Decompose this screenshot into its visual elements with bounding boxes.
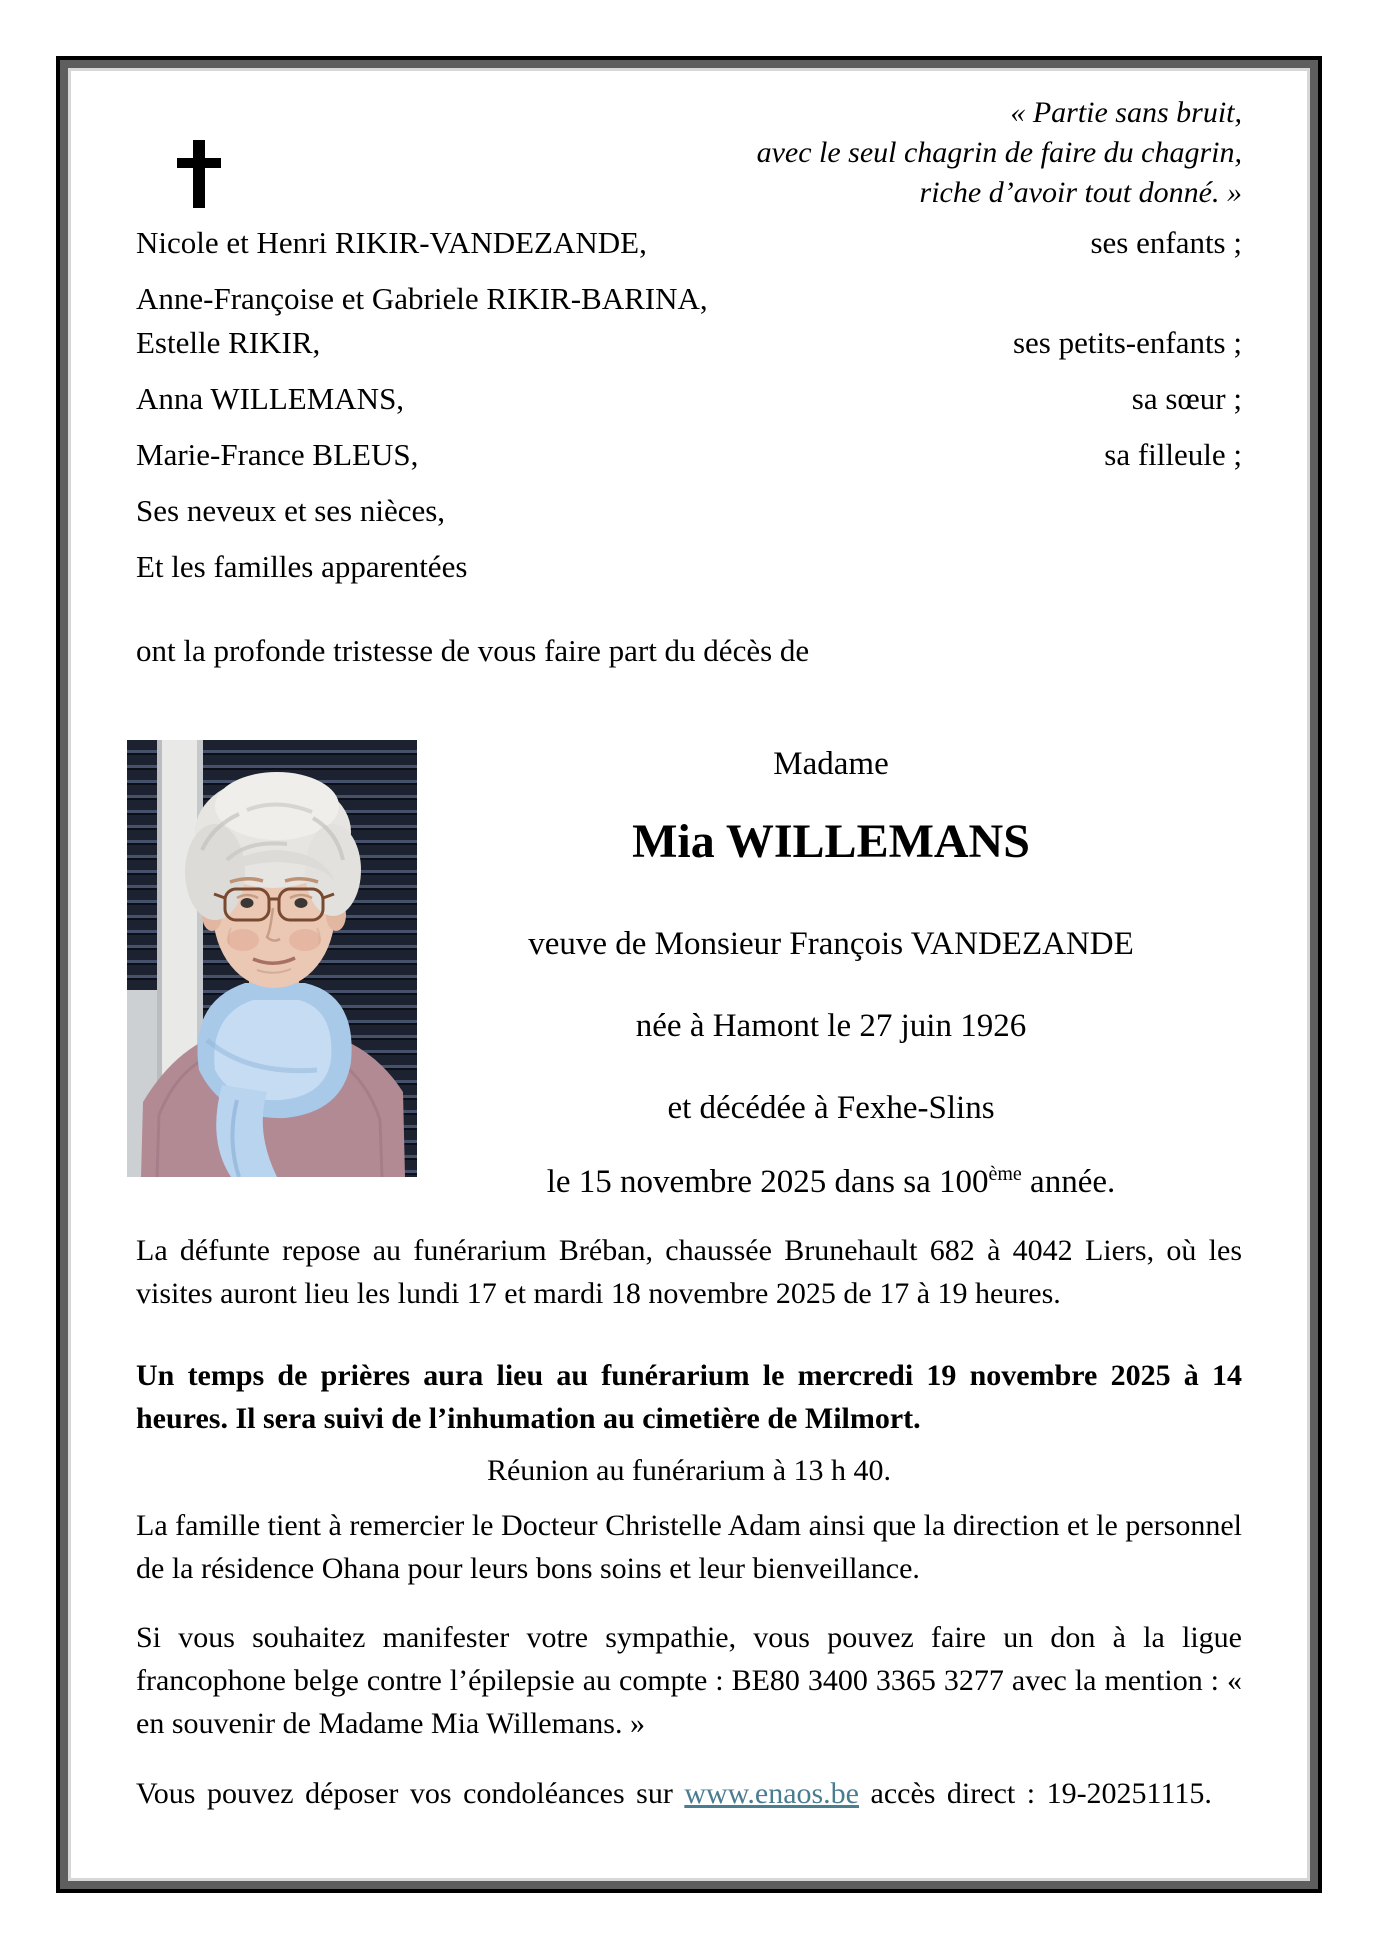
condolences-paragraph: Vous pouvez déposer vos condoléances sur www.enaos.be accès direct : 19-20251115. xyxy=(136,1777,1212,1810)
widow-line: veuve de Monsieur François VANDEZANDE xyxy=(528,926,1134,962)
birth-line: née à Hamont le 27 juin 1926 xyxy=(635,1008,1027,1044)
family-relation: sa sœur ; xyxy=(1131,381,1242,416)
portrait-photo xyxy=(127,740,417,1177)
thanks-paragraph: La famille tient à remercier le Docteur Christelle Adam ainsi que la direction et le personnel de la résidence Ohana pour leurs bons soins et leur bienveillance. xyxy=(136,1509,1242,1585)
mourning-card-frame xyxy=(56,56,1322,1893)
death-date-line: le 15 novembre 2025 dans sa 100ème année. xyxy=(546,1163,1116,1200)
family-list xyxy=(136,221,1242,673)
family-relation: ses enfants ; xyxy=(1090,225,1242,260)
condolences-link[interactable]: www.enaos.be xyxy=(684,1777,859,1810)
civility-title: Madame xyxy=(773,746,889,782)
death-place-line: et décédée à Fexhe-Slins xyxy=(667,1090,995,1126)
card-header xyxy=(136,71,1242,221)
family-row-sister xyxy=(136,377,1242,421)
latin-cross-icon xyxy=(177,140,221,208)
repose-paragraph: La défunte repose au funérarium Bréban, chaussée Brunehault 682 à 4042 Liers, où les visites auront lieu les lundi 17 et mardi 18 novembre 2025 de 17 à 19 heures. xyxy=(136,1234,1242,1310)
donation-paragraph: Si vous souhaitez manifester votre sympathie, vous pouvez faire un don à la ligue francophone belge contre l’épilepsie au compte : BE80 3400 3365 3277 avec la mention : « en souvenir de Madame Mia Willemans. » xyxy=(136,1621,1242,1740)
announcement-intro-line: ont la profonde tristesse de vous faire part du décès de xyxy=(136,633,810,668)
prayer-service-paragraph: Un temps de prières aura lieu au funérarium le mercredi 19 novembre 2025 à 14 heures. Il sera suivi de l’inhumation au cimetière de Milmort. xyxy=(136,1359,1242,1435)
family-names: Ses neveux et ses nièces, xyxy=(136,493,446,528)
memorial-quote xyxy=(757,93,1242,213)
family-row-children xyxy=(136,221,1242,265)
family-row-related-families xyxy=(136,545,1242,589)
deceased-name: Mia WILLEMANS xyxy=(632,815,1030,868)
quote-line-2: avec le seul chagrin de faire du chagrin, xyxy=(756,136,1242,169)
card-content xyxy=(71,71,1307,1878)
family-relation: sa filleule ; xyxy=(1104,437,1242,472)
meeting-line: Réunion au funérarium à 13 h 40. xyxy=(486,1454,892,1487)
family-names: Anne-Françoise et Gabriele RIKIR-BARINA, Estelle RIKIR, xyxy=(136,281,708,360)
family-names: Marie-France BLEUS, xyxy=(136,437,419,472)
frame-mid-band xyxy=(60,60,1318,1889)
family-names: Et les familles apparentées xyxy=(136,549,468,584)
family-names: Nicole et Henri RIKIR-VANDEZANDE, xyxy=(136,225,647,260)
family-row-nephews-nieces xyxy=(136,489,1242,533)
quote-line-1: « Partie sans bruit, xyxy=(1010,96,1242,129)
family-relation: ses petits-enfants ; xyxy=(1012,325,1242,360)
announcement-text xyxy=(420,740,1242,1202)
family-row-grandchildren xyxy=(136,277,1242,365)
family-names: Anna WILLEMANS, xyxy=(136,381,405,416)
ordinal-superscript: ème xyxy=(988,1163,1022,1185)
frame-inner-band xyxy=(68,68,1310,1881)
quote-line-3: riche d’avoir tout donné. » xyxy=(919,176,1242,209)
announcement-block xyxy=(136,740,1242,1202)
family-row-goddaughter xyxy=(136,433,1242,477)
